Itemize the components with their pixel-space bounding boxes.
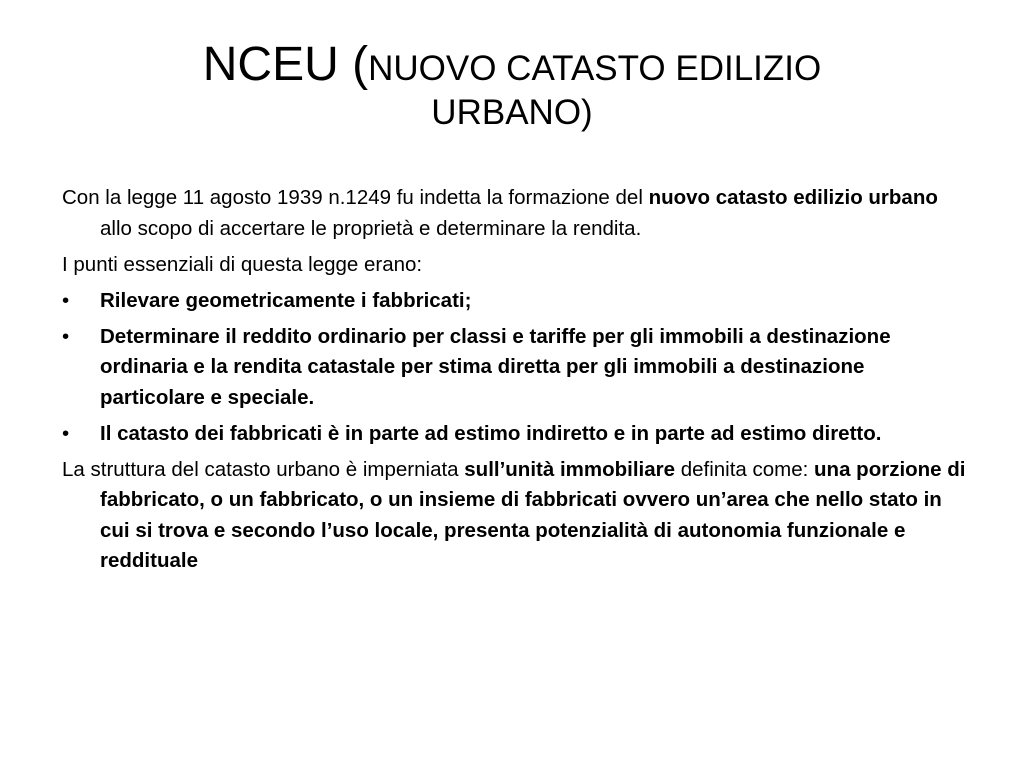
points-intro-text: I punti essenziali di questa legge erano: [62, 252, 423, 276]
title-main: NCEU ( [202, 38, 369, 91]
points-intro-paragraph [62, 250, 972, 281]
intro-bold-term: nuovo catasto edilizio urbano [648, 186, 938, 209]
bullet-item-3 [62, 419, 972, 450]
intro-paragraph [62, 183, 972, 244]
bullet-item-1-text: Rilevare geometricamente i fabbricati; [100, 288, 472, 312]
intro-text-a: Con la legge 11 agosto 1939 n.1249 fu indetta la formazione del [62, 186, 649, 209]
bullet-item-2-text: Determinare il reddito ordinario per classi e tariffe per gli immobili a destinazione ordinaria e la rendita catastale per stima diretta per gli immobili a destinazione particolare e speciale. [100, 324, 891, 409]
bullet-marker: • [62, 324, 70, 348]
slide-title [60, 38, 964, 133]
bullet-item-3-text: Il catasto dei fabbricati è in parte ad estimo indiretto e in parte ad estimo diretto. [100, 421, 882, 445]
bullet-item-1 [62, 286, 972, 317]
bullet-item-2 [62, 322, 972, 414]
bullet-marker: • [62, 288, 70, 312]
slide-body [62, 183, 972, 582]
intro-text-b: allo scopo di accertare le proprietà e determinare la rendita. [100, 216, 642, 240]
structure-text-a: La struttura del catasto urbano è imperniata [62, 457, 465, 481]
structure-text-b: definita come: [675, 457, 815, 481]
structure-bold-b: una porzione di fabbricato, o un fabbricato, o un insieme di fabbricati ovvero un’area che nello stato in cui si trova e secondo l’uso locale, presenta potenzialità di autonomia funzionale e reddituale [100, 457, 966, 572]
structure-paragraph [62, 455, 972, 577]
bullet-marker: • [62, 421, 70, 445]
structure-bold-a: sull’unità immobiliare [464, 457, 676, 481]
title-sub-line2: URBANO) [431, 92, 593, 132]
title-sub-line1: NUOVO CATASTO EDILIZIO [368, 49, 822, 88]
